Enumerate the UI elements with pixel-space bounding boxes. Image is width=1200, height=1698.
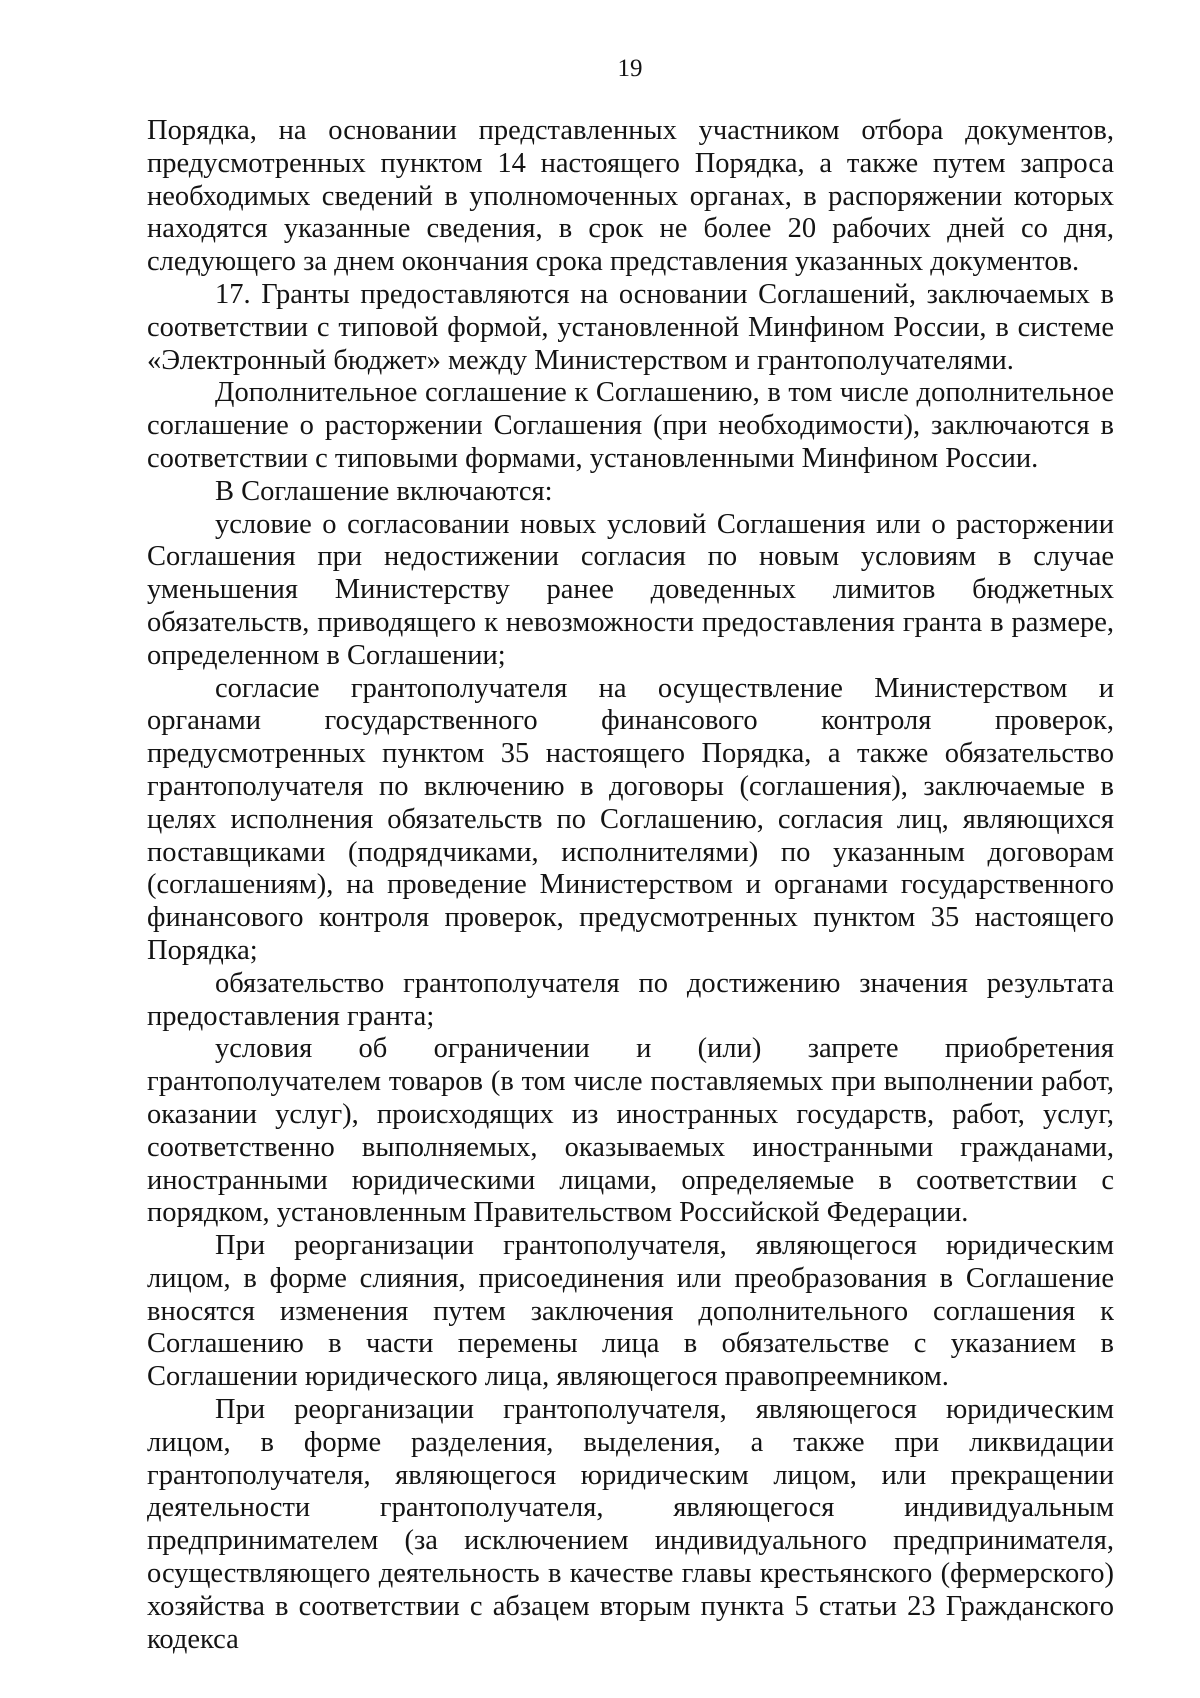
paragraph-item-17: 17. Гранты предоставляются на основании Соглашений, заключаемых в соответствии с типовой формой, установленной Минфином России, в системе «Электронный бюджет» между Министерством и грантополучателями.: [147, 278, 1114, 376]
paragraph-condition-new-terms: условие о согласовании новых условий Соглашения или о расторжении Соглашения при недостижении согласия по новым условиям в случае уменьшения Министерству ранее доведенных лимитов бюджетных обязательств, приводящего к невозможности предоставления гранта в размере, определенном в Соглашении;: [147, 508, 1114, 671]
page-number: 19: [617, 55, 643, 82]
paragraph-foreign-goods-restriction: условия об ограничении и (или) запрете приобретения грантополучателем товаров (в том числе поставляемых при выполнении работ, оказании услуг), происходящих из иностранных государств, работ, услуг, соответственно выполняемых, оказываемых иностранными гражданами, иностранными юридическими лицами, определяемые в соответствии с порядком, установленным Правительством Российской Федерации.: [147, 1033, 1114, 1229]
document-body: [147, 115, 1114, 1656]
paragraph-obligation-result: обязательство грантополучателя по достижению значения результата предоставления гранта;: [147, 967, 1114, 1032]
paragraph-reorganization-division: При реорганизации грантополучателя, являющегося юридическим лицом, в форме разделения, выделения, а также при ликвидации грантополучателя, являющегося юридическим лицом, или прекращении деятельности грантополучателя, являющегося индивидуальным предпринимателем (за исключением индивидуального предпринимателя, осуществляющего деятельность в качестве главы крестьянского (фермерского) хозяйства в соответствии с абзацем вторым пункта 5 статьи 23 Гражданского кодекса: [147, 1394, 1114, 1655]
paragraph-additional-agreement: Дополнительное соглашение к Соглашению, в том числе дополнительное соглашение о расторжении Соглашения (при необходимости), заключаются в соответствии с типовыми формами, установленными Минфином России.: [147, 377, 1114, 474]
paragraph-consent-inspections: согласие грантополучателя на осуществление Министерством и органами государственного финансового контроля проверок, предусмотренных пунктом 35 настоящего Порядка, а также обязательство грантополучателя по включению в договоры (соглашения), заключаемые в целях исполнения обязательств по Соглашению, согласия лиц, являющихся поставщиками (подрядчиками, исполнителями) по указанным договорам (соглашениям), на проведение Министерством и органами государственного финансового контроля проверок, предусмотренных пунктом 35 настоящего Порядка;: [147, 672, 1114, 966]
paragraph-continuation: Порядка, на основании представленных участником отбора документов, предусмотренных пунктом 14 настоящего Порядка, а также путем запроса необходимых сведений в уполномоченных органах, в распоряжении которых находятся указанные сведения, в срок не более 20 рабочих дней со дня, следующего за днем окончания срока представления указанных документов.: [147, 115, 1114, 278]
paragraph-agreement-includes: В Соглашение включаются:: [215, 475, 553, 507]
paragraph-reorganization-merger: При реорганизации грантополучателя, являющегося юридическим лицом, в форме слияния, присоединения или преобразования в Соглашение вносятся изменения путем заключения дополнительного соглашения к Соглашению в части перемены лица в обязательстве с указанием в Соглашении юридического лица, являющегося правопреемником.: [147, 1230, 1114, 1393]
